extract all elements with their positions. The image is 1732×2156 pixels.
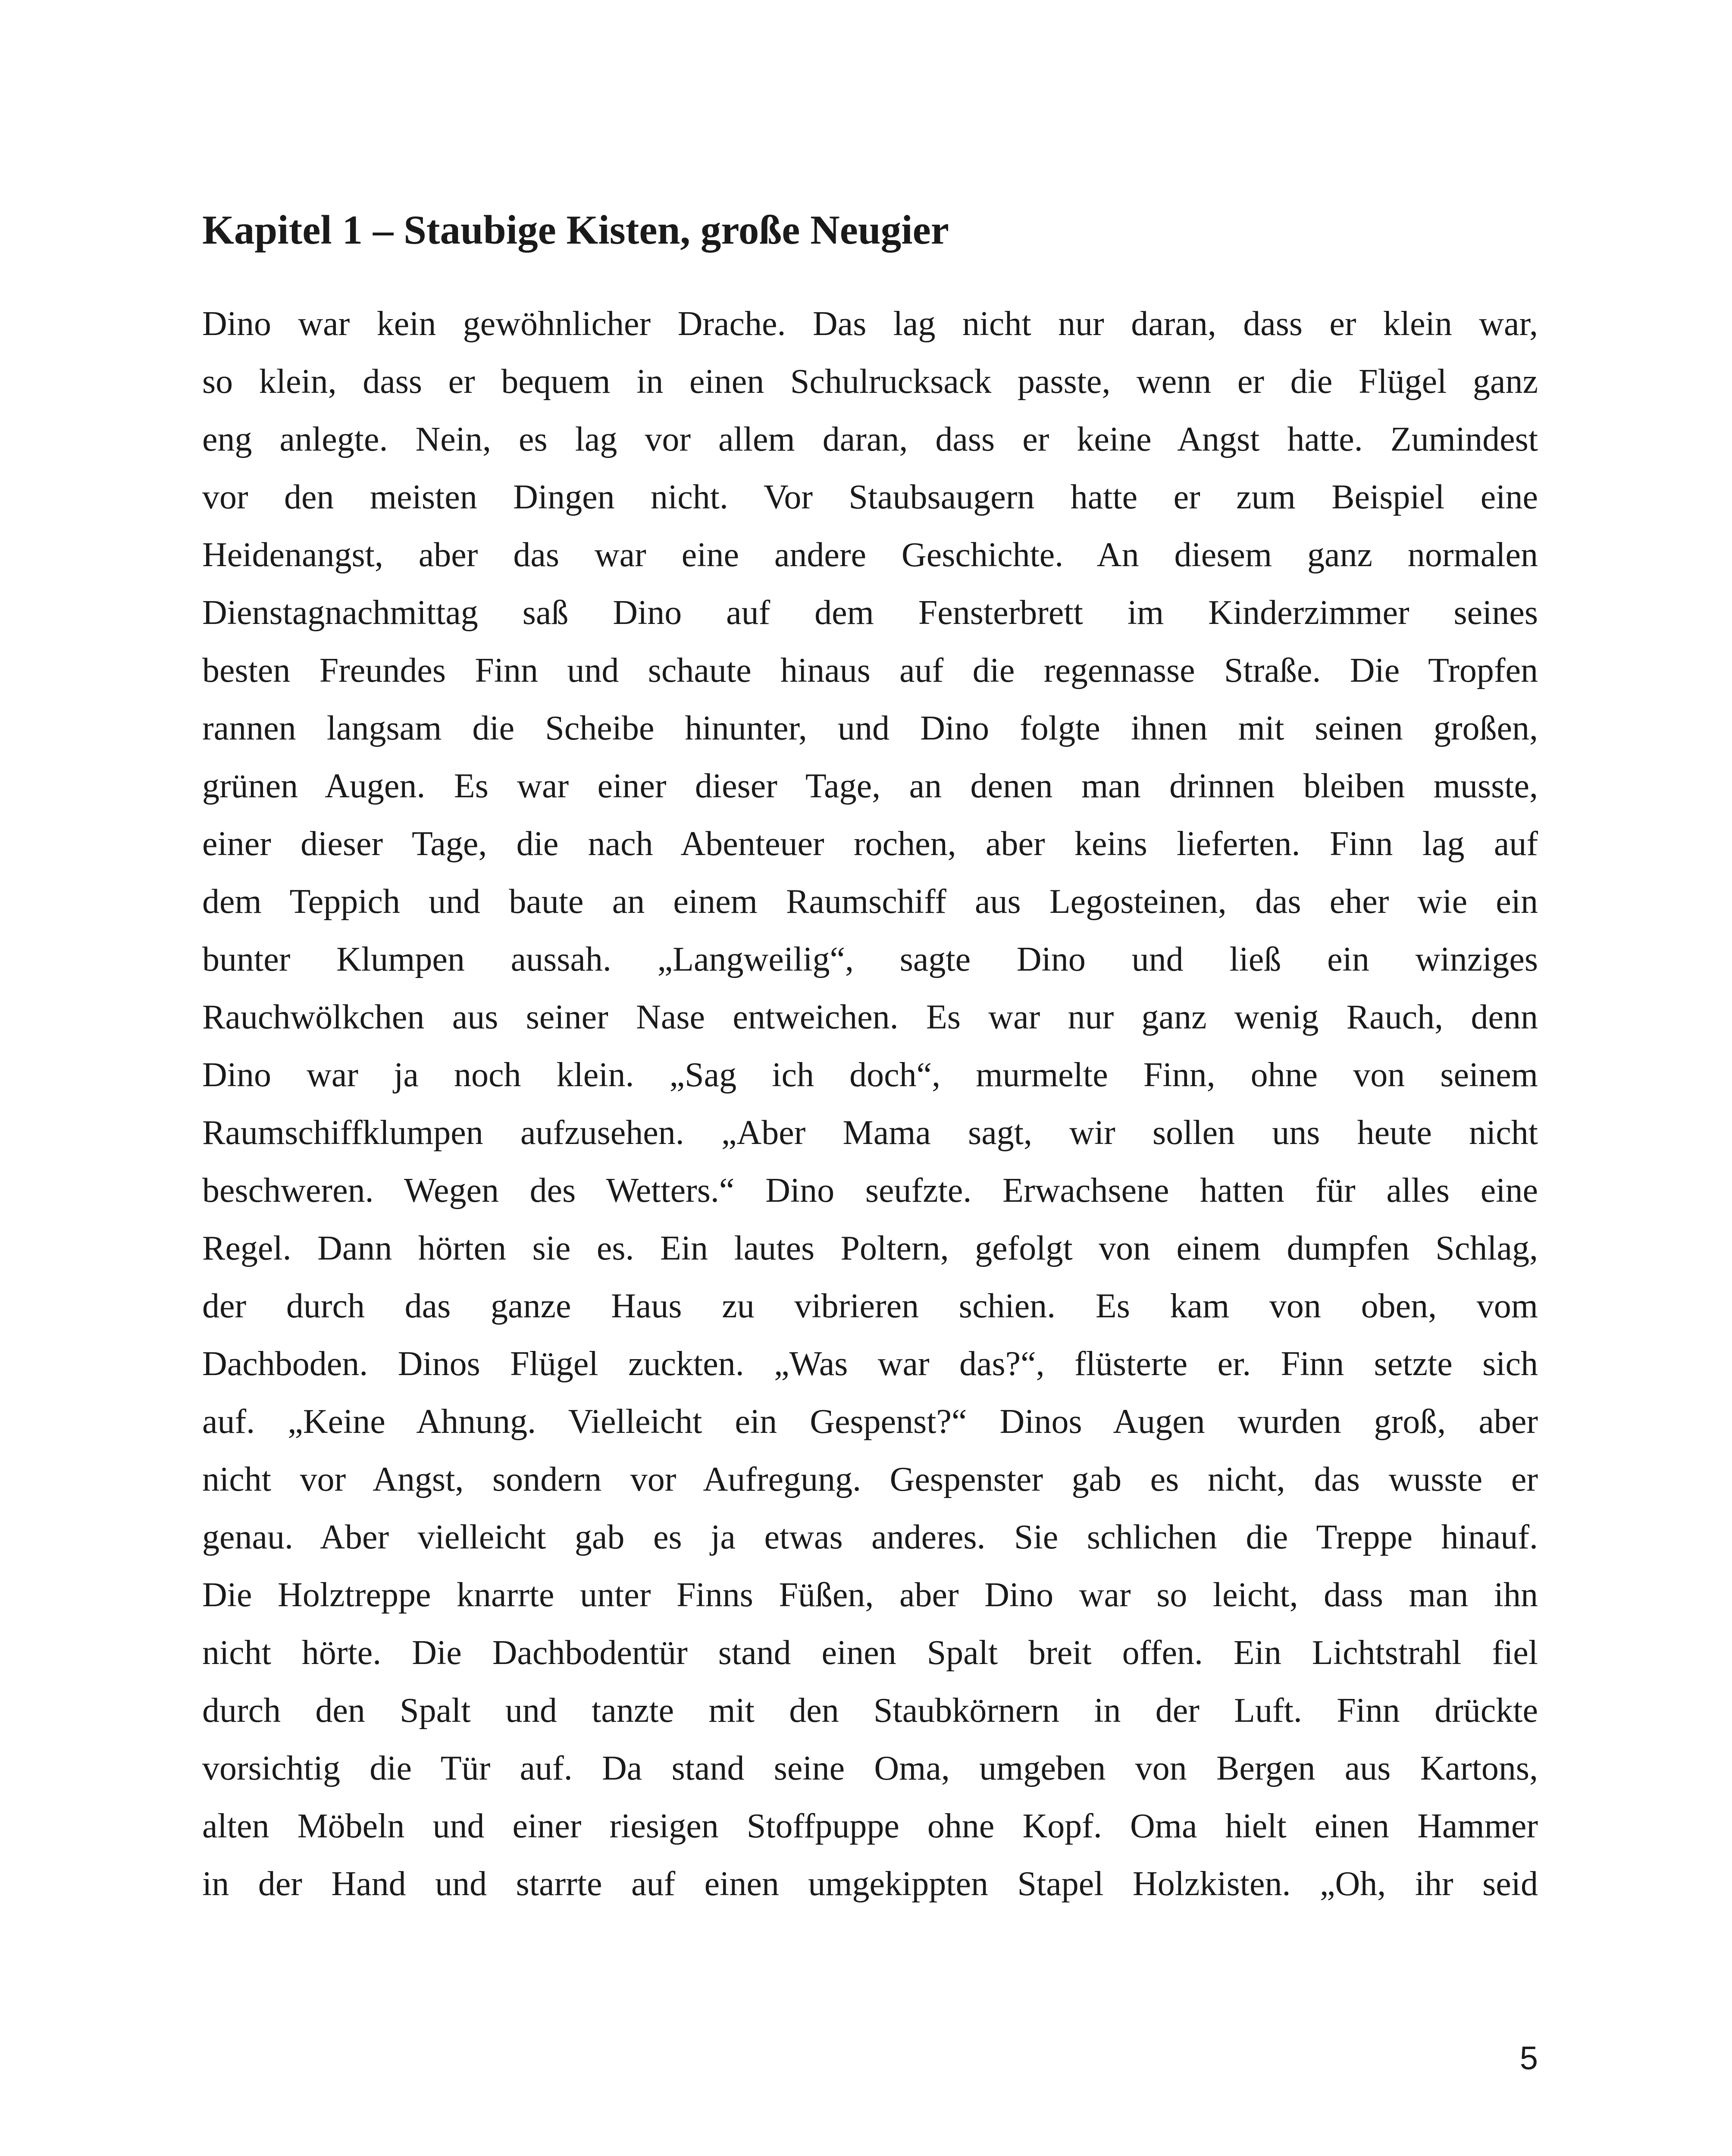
text-line: besten Freundes Finn und schaute hinaus auf die regennasse Straße. Die Tropfen — [202, 652, 1538, 689]
text-line: in der Hand und starrte auf einen umgekippten Stapel Holzkisten. „Oh, ihr seid — [202, 1865, 1538, 1903]
text-line: Regel. Dann hörten sie es. Ein lautes Poltern, gefolgt von einem dumpfen Schlag, — [202, 1229, 1538, 1267]
text-line: Dino war kein gewöhnlicher Drache. Das lag nicht nur daran, dass er klein war, — [202, 305, 1538, 343]
text-line: Heidenangst, aber das war eine andere Geschichte. An diesem ganz normalen — [202, 536, 1538, 574]
text-line: genau. Aber vielleicht gab es ja etwas anderes. Sie schlichen die Treppe hinauf. — [202, 1518, 1538, 1556]
text-line: der durch das ganze Haus zu vibrieren schien. Es kam von oben, vom — [202, 1287, 1538, 1325]
text-line: Dienstagnachmittag saß Dino auf dem Fensterbrett im Kinderzimmer seines — [202, 594, 1538, 632]
text-line: dem Teppich und baute an einem Raumschiff aus Legosteinen, das eher wie ein — [202, 883, 1538, 921]
text-line: Dino war ja noch klein. „Sag ich doch“, murmelte Finn, ohne von seinem — [202, 1056, 1538, 1094]
text-line: Dachboden. Dinos Flügel zuckten. „Was war das?“, flüsterte er. Finn setzte sich — [202, 1345, 1538, 1383]
text-line: alten Möbeln und einer riesigen Stoffpuppe ohne Kopf. Oma hielt einen Hammer — [202, 1807, 1538, 1845]
text-line: durch den Spalt und tanzte mit den Staubkörnern in der Luft. Finn drückte — [202, 1692, 1538, 1730]
text-line: rannen langsam die Scheibe hinunter, und Dino folgte ihnen mit seinen großen, — [202, 709, 1538, 747]
text-line: so klein, dass er bequem in einen Schulrucksack passte, wenn er die Flügel ganz — [202, 363, 1538, 401]
text-line: einer dieser Tage, die nach Abenteuer rochen, aber keins lieferten. Finn lag auf — [202, 825, 1538, 863]
text-line: vorsichtig die Tür auf. Da stand seine Oma, umgeben von Bergen aus Kartons, — [202, 1749, 1538, 1787]
text-line: Raumschiffklumpen aufzusehen. „Aber Mama sagt, wir sollen uns heute nicht — [202, 1114, 1538, 1152]
text-line: Rauchwölkchen aus seiner Nase entweichen. Es war nur ganz wenig Rauch, denn — [202, 998, 1538, 1036]
chapter-body-text — [202, 295, 1538, 1913]
text-line: nicht vor Angst, sondern vor Aufregung. Gespenster gab es nicht, das wusste er — [202, 1460, 1538, 1498]
text-line: beschweren. Wegen des Wetters.“ Dino seufzte. Erwachsene hatten für alles eine — [202, 1172, 1538, 1210]
text-line: nicht hörte. Die Dachbodentür stand einen Spalt breit offen. Ein Lichtstrahl fiel — [202, 1634, 1538, 1672]
text-line: vor den meisten Dingen nicht. Vor Staubsaugern hatte er zum Beispiel eine — [202, 478, 1538, 516]
text-line: bunter Klumpen aussah. „Langweilig“, sagte Dino und ließ ein winziges — [202, 940, 1538, 978]
text-line: grünen Augen. Es war einer dieser Tage, an denen man drinnen bleiben musste, — [202, 767, 1538, 805]
chapter-title: Kapitel 1 – Staubige Kisten, große Neugier — [202, 207, 949, 253]
page-number: 5 — [1519, 2040, 1538, 2077]
text-line: eng anlegte. Nein, es lag vor allem daran, dass er keine Angst hatte. Zumindest — [202, 420, 1538, 458]
text-line: Die Holztreppe knarrte unter Finns Füßen, aber Dino war so leicht, dass man ihn — [202, 1576, 1538, 1614]
text-line: auf. „Keine Ahnung. Vielleicht ein Gespenst?“ Dinos Augen wurden groß, aber — [202, 1403, 1538, 1441]
